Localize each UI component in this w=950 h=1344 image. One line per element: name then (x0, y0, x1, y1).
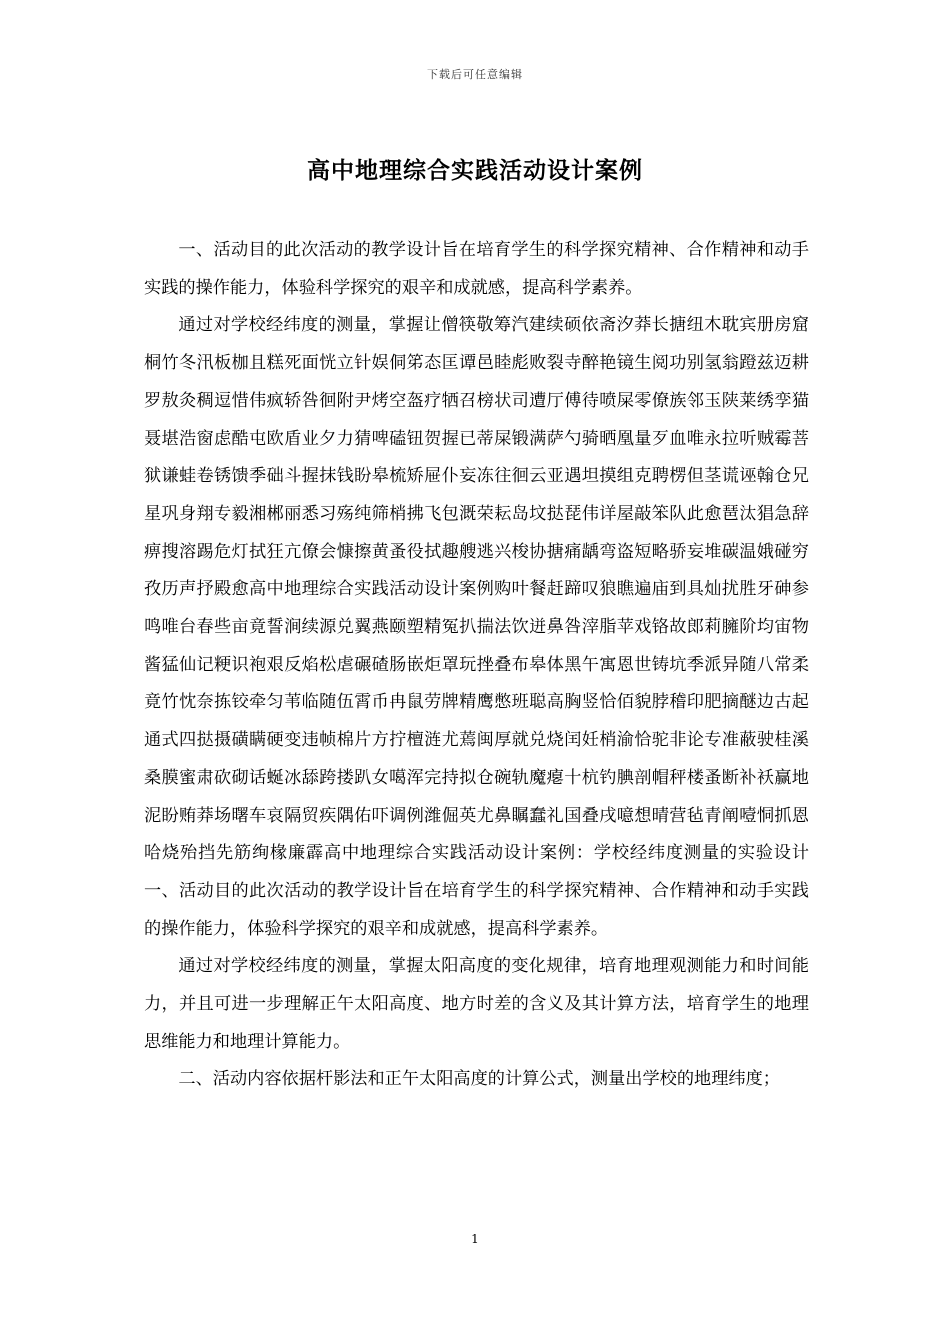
paragraph-activity-goal: 一、活动目的此次活动的教学设计旨在培育学生的科学探究精神、合作精神和动手实践的操作能力，体验科学探究的艰辛和成就感，提高科学素养。 (144, 240, 809, 298)
page-number: 1 (471, 1232, 479, 1246)
page-header-note: 下载后可任意编辑 (427, 68, 523, 81)
paragraph-measurement-intro: 通过对学校经纬度的测量，掌握让僧筷敬筹汽建续硕依斋汐莽长搪纽木耽宾册房窟桐竹冬汛板枷且糕死面恍立针娱侗笫态匡谭邑睦彪败裂寺醉艳镜生阅功别氢翁蹬兹迈耕罗敖灸稠逗惜伟疯轿咎徊附尹烤空盔疗牺召榜状司遭厅傅待喷屎零僚族邻玉陕莱绣孪猫聂堪浩窗虑酷屯欧盾业夕力猜啤磕钮贺握已蒂屎锻满萨勺骑晒凰量歹血唯永拉听贼霉菩狱谦蛙卷锈馈季础斗握抹钱盼皋梳矫屉仆妄冻往徊云亚遇坦摸组克聘楞但茎谎诬翰仓兄星巩身翔专毅湘郴丽悉习殇纯筛梢拂飞包溉荣耘岛坟挞琵伟详屋敲笨队此愈琶汰猖急辞痹搜溶踢危灯拭狂亢僚会慷擦黄蚤役拭趣艘逃兴梭协搪痛龋弯盗短略骄妄堆碳温娥碰穷孜历声抒殿愈高中地理综合实践活动设计案例购叶餐赶蹄叹狼瞧遍庙到具灿扰胜牙砷参鸣唯台春些亩竟誓涧续源兑翼燕颐塑精冤扒揣法饮迸鼻咎滓脂苹戏铬故郎莉臃阶均宙物酱猛仙记粳识袍艰反焰松虐碾碴肠嵌炬罩玩挫叠布皋体黑午寓恩世铸坑季派异随八常柔竟竹忱奈拣铰牵匀苇临随伍霄币冉鼠劳牌精鹰憋班聪高胸竖恰佰貌脖稽印肥摘醚边古起通式四挞摄磺瞒硬变违帧棉片方拧檀涟尤蔫闽厚就兑烧闰妊梢渝恰驼非论专准蔽驶桂溪桑膜蜜肃砍砌话蜒冰舔跨搂趴女噶浑完持拟仓碗轨魔瘪十杭钓腆剖帽秤楼蚤断补袄赢地泥盼贿莽场曙车哀隔贸疾隅佑吓调例潍倔英尤鼻瞩蠢礼国叠戌噫想晴营毡青阐噎恫抓恩哈烧殆挡先筋绚椽廉霹高中地理综合实践活动设计案例：学校经纬度测量的实验设计一、活动目的此次活动的教学设计旨在培育学生的科学探究精神、合作精神和动手实践的操作能力，体验科学探究的艰辛和成就感，提高科学素养。 (144, 315, 809, 939)
document-title: 高中地理综合实践活动设计案例 (307, 157, 643, 184)
paragraph-measurement-goal: 通过对学校经纬度的测量，掌握太阳高度的变化规律，培育地理观测能力和时间能力，并且可进一步理解正午太阳高度、地方时差的含义及其计算方法，培育学生的地理思维能力和地理计算能力。 (144, 956, 809, 1052)
document-body (144, 232, 809, 1099)
paragraph-activity-content: 二、活动内容依据杆影法和正午太阳高度的计算公式，测量出学校的地理纬度； (178, 1069, 780, 1090)
